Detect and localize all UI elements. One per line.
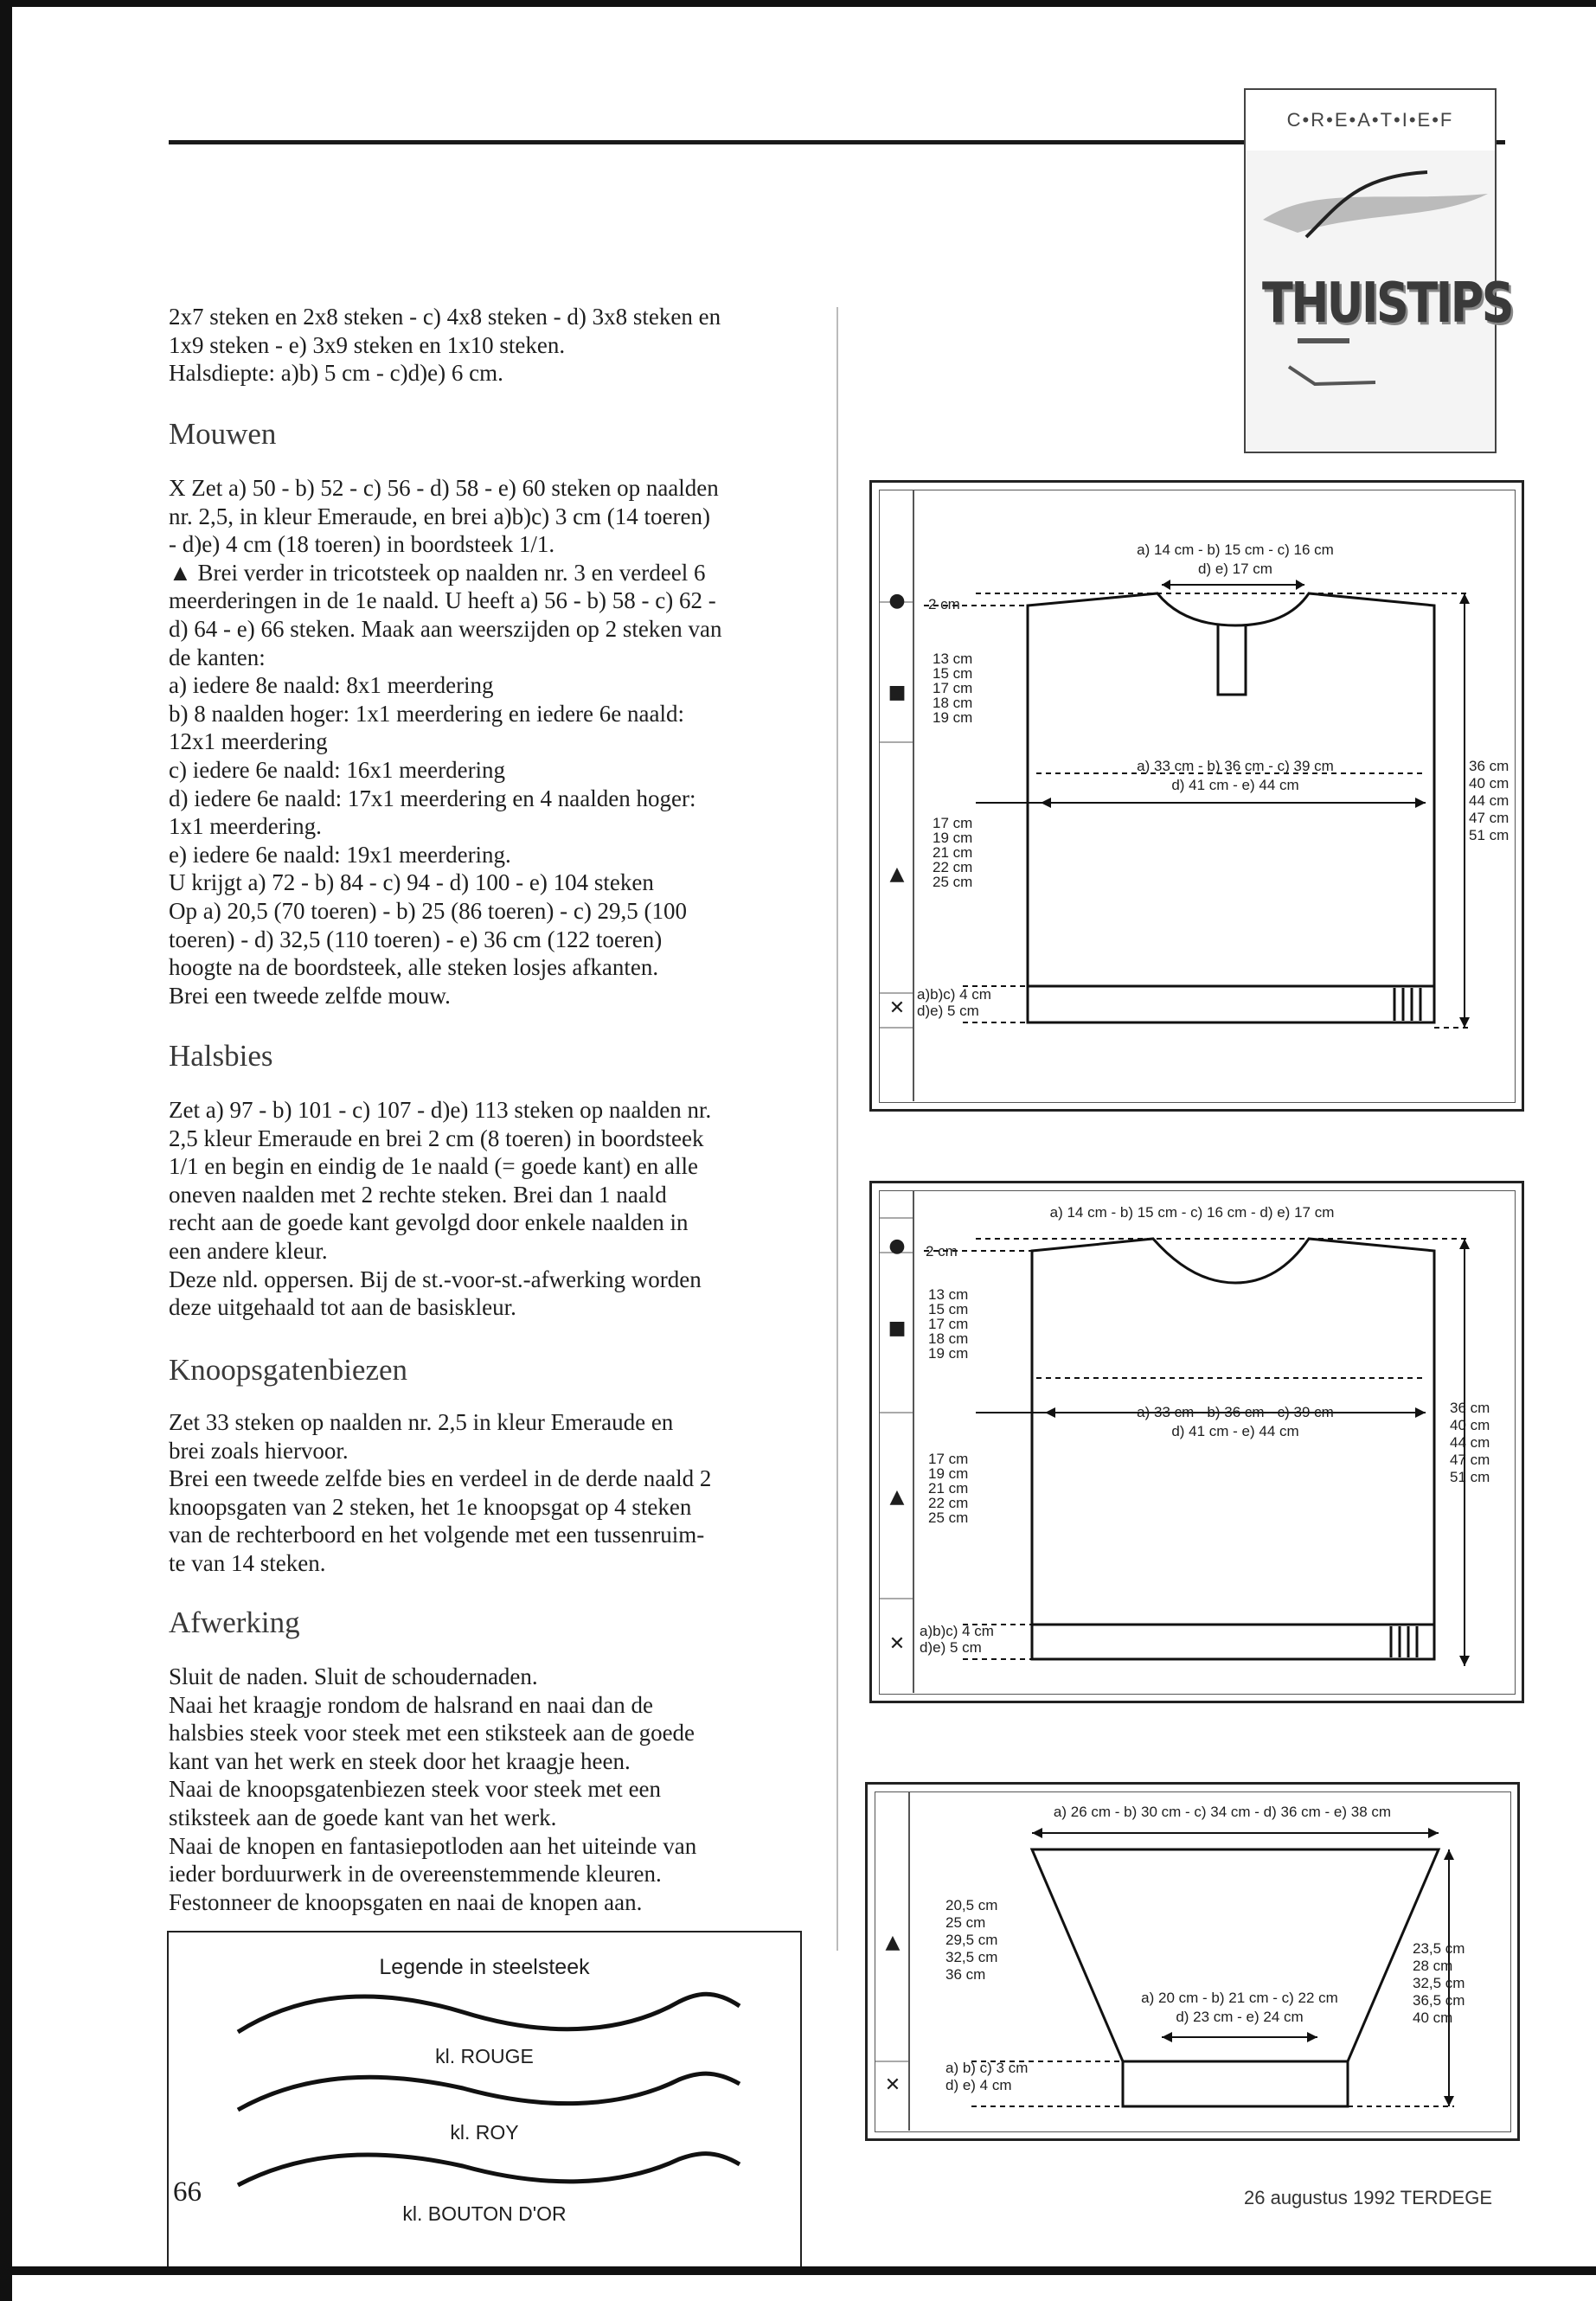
cross-symbol: ✕ xyxy=(888,1633,906,1655)
square-symbol: ■ xyxy=(888,682,907,703)
bottom-border xyxy=(0,2266,1596,2275)
dot-symbol: ● xyxy=(888,1235,906,1257)
text-line: c) iedere 6e naald: 16x1 meerdering xyxy=(169,756,506,783)
text-line: toeren) - d) 32,5 (110 toeren) - e) 36 cm (122 toeren) xyxy=(169,926,663,952)
text-line: Deze nld. oppersen. Bij de st.-voor-st.-afwerking worden xyxy=(169,1266,702,1292)
dim-sleeve-rib: a) b) c) 3 cm d) e) 4 cm xyxy=(945,2060,1029,2093)
dim-neck-width-2: d) e) 17 cm xyxy=(1198,561,1272,577)
text-line: hoogte na de boordsteek, alle steken losjes afkanten. xyxy=(169,954,659,981)
text-line: 1/1 en begin en eindig de 1e naald (= goede kant) en alle xyxy=(169,1153,698,1180)
dim-total-length: 36 cm 40 cm 44 cm 47 cm 51 cm xyxy=(1469,758,1509,843)
text-line: 12x1 meerdering xyxy=(169,728,328,755)
text-line: 2,5 kleur Emeraude en brei 2 cm (8 toeren) in boordsteek xyxy=(169,1125,704,1151)
text-line: b) 8 naalden hoger: 1x1 meerdering en iedere 6e naald: xyxy=(169,700,684,727)
text-line: van de rechterboord en het volgende met een tussenruim- xyxy=(169,1522,705,1548)
section-heading: Afwerking xyxy=(169,1606,300,1639)
mouwen-text xyxy=(169,474,800,1009)
text-line: halsbies steek voor steek met een stiksteek aan de goede xyxy=(169,1720,695,1747)
text-line: Naai het kraagje rondom de halsrand en naai dan de xyxy=(169,1691,654,1718)
text-line: te van 14 steken. xyxy=(169,1549,326,1576)
text-line: Naai de knoopsgatenbiezen steek voor steek met een xyxy=(169,1776,662,1803)
cross-symbol: ✕ xyxy=(888,997,906,1019)
text-line: U krijgt a) 72 - b) 84 - c) 94 - d) 100 - e) 104 steken xyxy=(169,869,654,896)
dim-body-width: a) 33 cm - b) 36 cm - c) 39 cm xyxy=(1137,1404,1334,1420)
text-line: ieder borduurwerk in de overeenstemmende kleuren. xyxy=(169,1861,662,1888)
text-line: ▲ Brei verder in tricotsteek op naalden nr. 3 en verdeel 6 xyxy=(169,559,706,586)
logo-swoosh xyxy=(1246,90,1513,452)
text-line: brei zoals hiervoor. xyxy=(169,1437,349,1464)
dot-symbol: ● xyxy=(888,590,906,612)
text-line: d) iedere 6e naald: 17x1 meerdering en 4 naalden hoger: xyxy=(169,785,696,811)
text-line: a) iedere 8e naald: 8x1 meerdering xyxy=(169,672,494,699)
text-line: een andere kleur. xyxy=(169,1237,328,1264)
text-line: kant van het werk en steek door het kraagje heen. xyxy=(169,1747,631,1774)
triangle-symbol: ▲ xyxy=(885,1932,901,1953)
dim-body-width-2: d) 41 cm - e) 44 cm xyxy=(1171,1423,1299,1439)
dim-neck-width: a) 14 cm - b) 15 cm - c) 16 cm - d) e) 17 cm xyxy=(1049,1204,1335,1221)
dim-rib: a)b)c) 4 cm d)e) 5 cm xyxy=(917,986,991,1019)
triangle-symbol: ▲ xyxy=(889,863,905,885)
text-line: knoopsgaten van 2 steken, het 1e knoopsgat op 4 steken xyxy=(169,1493,692,1520)
cross-symbol: ✕ xyxy=(884,2074,901,2096)
section-mouwen xyxy=(169,417,800,451)
legend-item: kl. ROY xyxy=(450,2121,519,2144)
section-heading: Mouwen xyxy=(169,417,277,451)
text-line: Festonneer de knoopsgaten en naai de knopen aan. xyxy=(169,1888,643,1915)
intro-line: Halsdiepte: a)b) 5 cm - c)d)e) 6 cm. xyxy=(169,360,503,387)
dim-armhole: 13 cm 15 cm 17 cm 18 cm 19 cm xyxy=(933,651,973,726)
logo-wordmark: THUISTIPS xyxy=(1262,272,1513,336)
dim-shoulder: 2 cm xyxy=(926,1243,958,1259)
text-line: stiksteek aan de goede kant van het werk. xyxy=(169,1804,557,1830)
triangle-symbol: ▲ xyxy=(889,1486,905,1508)
diagram-front xyxy=(869,1181,1524,1703)
text-line: Brei een tweede zelfde bies en verdeel in de derde naald 2 xyxy=(169,1465,712,1492)
text-line: Sluit de naden. Sluit de schoudernaden. xyxy=(169,1663,538,1689)
legend-item: kl. BOUTON D'OR xyxy=(402,2202,567,2225)
knoopsgaten-text xyxy=(169,1408,800,1578)
dim-body-width: a) 33 cm - b) 36 cm - c) 39 cm xyxy=(1137,758,1334,774)
text-line: Zet a) 97 - b) 101 - c) 107 - d)e) 113 steken op naalden nr. xyxy=(169,1097,712,1123)
legend-title: Legende in steelsteek xyxy=(379,1955,590,1979)
dim-neck-width: a) 14 cm - b) 15 cm - c) 16 cm xyxy=(1137,542,1334,558)
thuistips-logo xyxy=(1244,88,1513,453)
dim-armhole: 13 cm 15 cm 17 cm 18 cm 19 cm xyxy=(928,1286,969,1362)
top-border xyxy=(0,0,1596,7)
dim-sleeve-top: a) 26 cm - b) 30 cm - c) 34 cm - d) 36 cm - e) 38 cm xyxy=(1053,1804,1392,1820)
section-heading: Halsbies xyxy=(169,1039,273,1073)
dim-sleeve-right: 23,5 cm 28 cm 32,5 cm 36,5 cm 40 cm xyxy=(1413,1940,1465,2026)
text-line: Zet 33 steken op naalden nr. 2,5 in kleur Emeraude en xyxy=(169,1409,674,1435)
footer-credit: 26 augustus 1992 TERDEGE xyxy=(1244,2187,1492,2208)
intro-text xyxy=(169,303,800,388)
afwerking-text xyxy=(169,1663,800,1916)
text-line: oneven naalden met 2 rechte steken. Brei dan 1 naald xyxy=(169,1181,667,1208)
dim-body-length: 17 cm 19 cm 21 cm 22 cm 25 cm xyxy=(928,1451,969,1526)
intro-line: 1x9 steken - e) 3x9 steken en 1x10 steken. xyxy=(169,331,566,358)
dim-body-width-2: d) 41 cm - e) 44 cm xyxy=(1171,777,1299,793)
section-heading: Knoopsgatenbiezen xyxy=(169,1353,408,1387)
diagram-sleeve xyxy=(865,1782,1520,2141)
text-line: d) 64 - e) 66 steken. Maak aan weerszijden op 2 steken van xyxy=(169,615,722,642)
section-knoopsgatenbiezen xyxy=(169,1353,800,1387)
text-line: Op a) 20,5 (70 toeren) - b) 25 (86 toeren) - c) 29,5 (100 xyxy=(169,897,688,924)
text-line: deze uitgehaald tot aan de basiskleur. xyxy=(169,1294,516,1321)
dim-body-length: 17 cm 19 cm 21 cm 22 cm 25 cm xyxy=(933,815,973,890)
text-line: meerderingen in de 1e naald. U heeft a) 56 - b) 58 - c) 62 - xyxy=(169,587,716,614)
halsbies-text xyxy=(169,1096,800,1322)
text-line: de kanten: xyxy=(169,644,266,670)
text-line: Brei een tweede zelfde mouw. xyxy=(169,982,451,1009)
page-number: 66 xyxy=(173,2176,202,2208)
section-halsbies xyxy=(169,1039,800,1073)
text-line: Naai de knopen en fantasiepotloden aan het uiteinde van xyxy=(169,1832,697,1859)
dim-sleeve-bottom-2: d) 23 cm - e) 24 cm xyxy=(1176,2009,1304,2025)
dim-rib: a)b)c) 4 cm d)e) 5 cm xyxy=(920,1623,994,1656)
text-line: X Zet a) 50 - b) 52 - c) 56 - d) 58 - e) 60 steken op naalden xyxy=(169,475,719,501)
square-symbol: ■ xyxy=(888,1317,907,1339)
dim-sleeve-bottom: a) 20 cm - b) 21 cm - c) 22 cm xyxy=(1141,1990,1338,2006)
stitch-legend xyxy=(167,1931,802,2268)
dim-sleeve-left: 20,5 cm 25 cm 29,5 cm 32,5 cm 36 cm xyxy=(945,1897,998,1983)
text-line: recht aan de goede kant gevolgd door enkele naalden in xyxy=(169,1209,689,1236)
column-divider xyxy=(836,307,838,1951)
text-line: nr. 2,5, in kleur Emeraude, en brei a)b)c) 3 cm (14 toeren) xyxy=(169,503,710,529)
section-afwerking xyxy=(169,1606,800,1639)
intro-line: 2x7 steken en 2x8 steken - c) 4x8 steken - d) 3x8 steken en xyxy=(169,304,721,330)
text-line: e) iedere 6e naald: 19x1 meerdering. xyxy=(169,841,511,868)
diagram-back xyxy=(869,480,1524,1112)
text-line: 1x1 meerdering. xyxy=(169,813,322,840)
legend-item: kl. ROUGE xyxy=(435,2045,534,2067)
logo-top-text: C•R•E•A•T•I•E•F xyxy=(1246,90,1495,151)
dim-total-length: 36 cm 40 cm 44 cm 47 cm 51 cm xyxy=(1450,1400,1490,1485)
dim-shoulder: 2 cm xyxy=(928,596,960,612)
text-line: - d)e) 4 cm (18 toeren) in boordsteek 1/1. xyxy=(169,531,555,558)
left-border xyxy=(0,0,12,2301)
